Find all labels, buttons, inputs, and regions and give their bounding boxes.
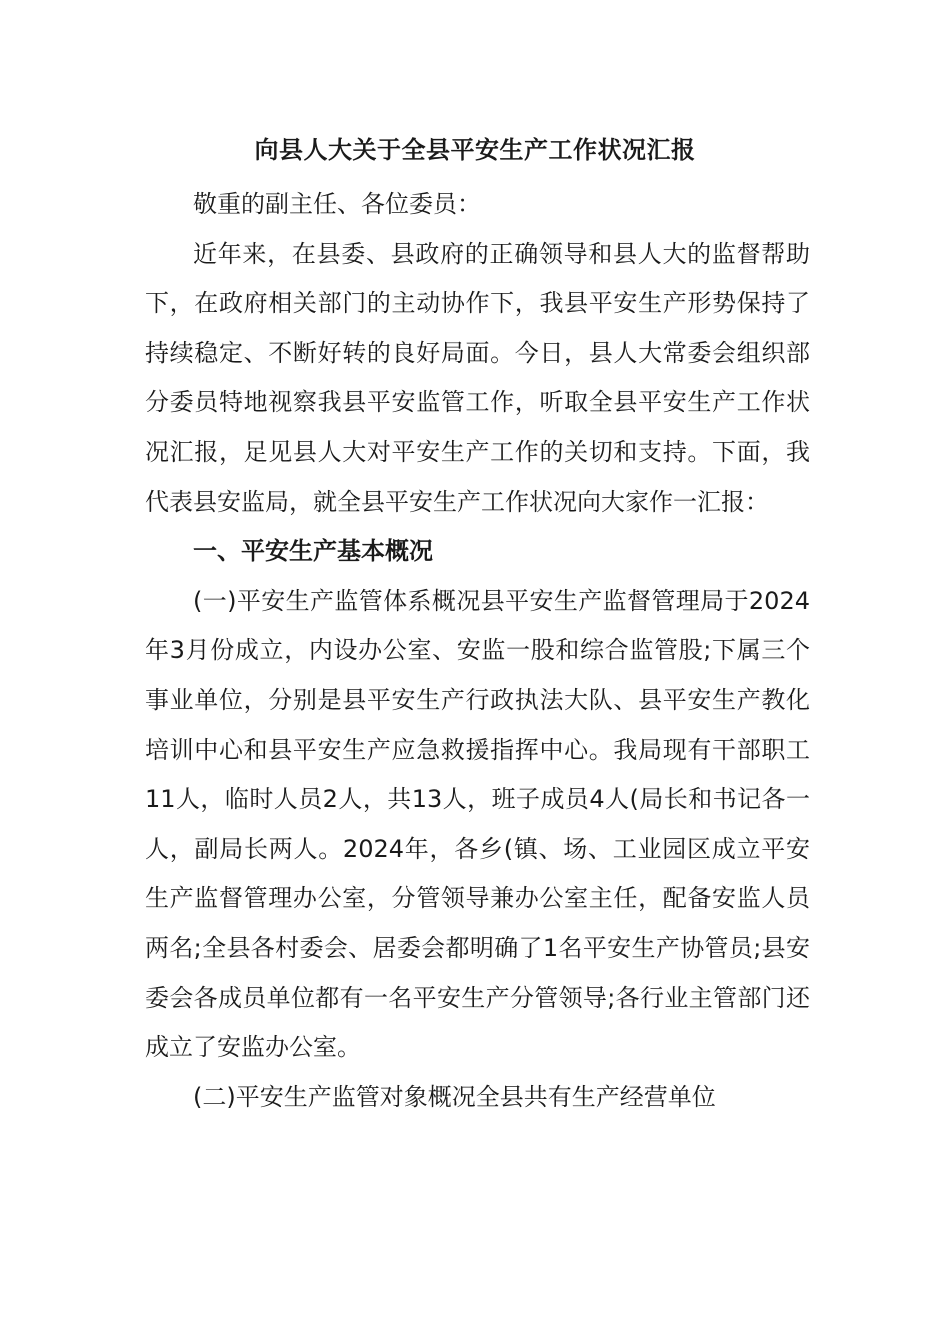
intro-paragraph: 近年来，在县委、县政府的正确领导和县人大的监督帮助下，在政府相关部门的主动协作下，我县平安生产形势保持了持续稳定、不断好转的良好局面。今日，县人大常委会组织部分委员特地视察我县平安监管工作，听取全县平安生产工作状况汇报，足见县人大对平安生产工作的关切和支持。下面，我代表县安监局，就全县平安生产工作状况向大家作一汇报： — [145, 239, 810, 516]
document-body — [145, 180, 810, 1122]
section-paragraph: (一)平安生产监管体系概况县平安生产监督管理局于2024年3月份成立，内设办公室、安监一股和综合监管股;下属三个事业单位，分别是县平安生产行政执法大队、县平安生产教化培训中心和县平安生产应急救援指挥中心。我局现有干部职工11人，临时人员2人，共13人，班子成员4人(局长和书记各一人，副局长两人。2024年，各乡(镇、场、工业园区成立平安生产监督管理办公室，分管领导兼办公室主任，配备安监人员两名;全县各村委会、居委会都明确了1名平安生产协管员;县安委会各成员单位都有一名平安生产分管领导;各行业主管部门还成立了安监办公室。 — [145, 586, 810, 1062]
section-paragraph: (二)平安生产监管对象概况全县共有生产经营单位 — [193, 1082, 716, 1111]
document-title: 向县人大关于全县平安生产工作状况汇报 — [254, 136, 696, 164]
salutation: 敬重的副主任、各位委员： — [193, 190, 481, 218]
section-heading: 一、平安生产基本概况 — [193, 537, 433, 566]
